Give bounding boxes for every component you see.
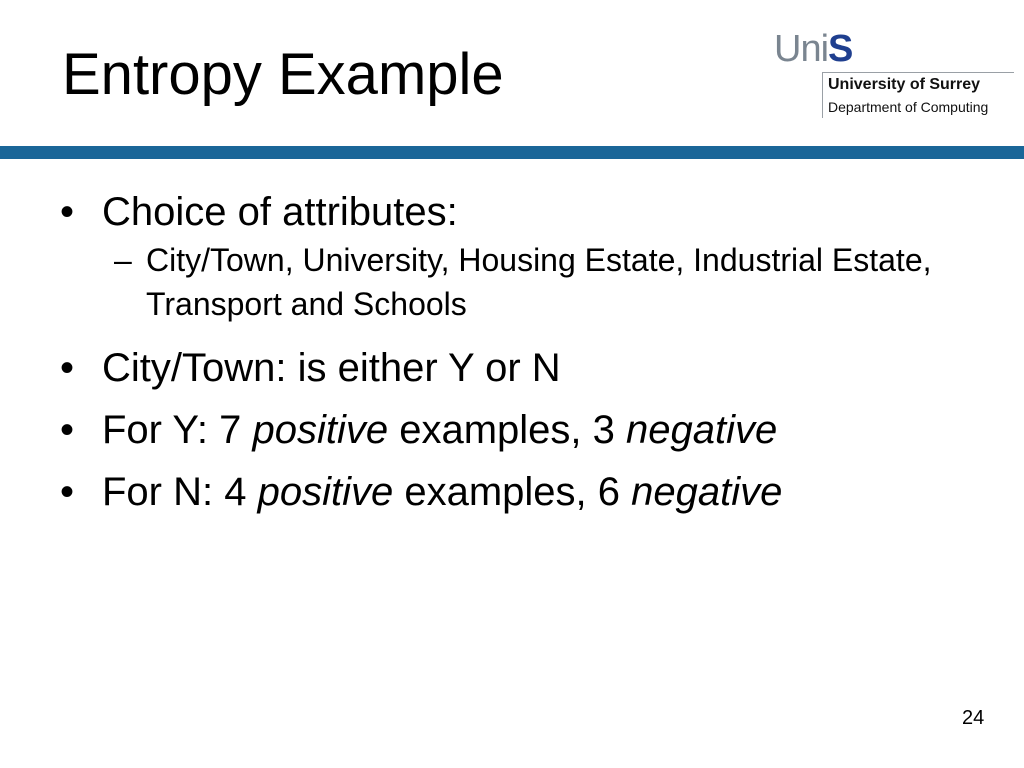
bullet-emphasis-negative: negative (626, 408, 778, 452)
bullet-glyph: • (60, 408, 75, 452)
sub-bullet-item (60, 238, 990, 326)
bullet-emphasis-positive: positive (257, 470, 394, 514)
logo-department-name: Department of Computing (828, 99, 989, 115)
bullet-item (60, 342, 990, 394)
university-logo (774, 28, 1019, 123)
bullet-item (60, 186, 990, 238)
unis-logo-mark (774, 28, 852, 70)
slide-body (60, 186, 990, 518)
bullet-text: City/Town: is either Y or N (102, 346, 561, 390)
bullet-item (60, 404, 990, 456)
bullet-emphasis-positive: positive (252, 408, 389, 452)
bullet-glyph: • (60, 190, 75, 234)
bullet-emphasis-negative: negative (631, 470, 783, 514)
slide-title: Entropy Example (62, 42, 504, 107)
logo-divider-horizontal (822, 72, 1014, 73)
bullet-glyph: • (60, 470, 75, 514)
bullet-lead: For Y: 7 (102, 408, 242, 452)
sub-bullet-glyph: – (114, 242, 132, 278)
bullet-text: Choice of attributes: (102, 190, 458, 234)
bullet-glyph: • (60, 346, 75, 390)
sub-bullet-text: City/Town, University, Housing Estate, Industrial Estate, Transport and Schools (146, 242, 932, 322)
bullet-middle: examples, 6 (404, 470, 621, 514)
bullet-item (60, 466, 990, 518)
logo-mark-s: S (828, 28, 853, 70)
logo-university-name: University of Surrey (828, 76, 981, 93)
bullet-lead: For N: 4 (102, 470, 247, 514)
header-band (0, 146, 1024, 159)
page-number: 24 (962, 707, 985, 729)
logo-divider-vertical (822, 72, 823, 118)
bullet-middle: examples, 3 (399, 408, 615, 452)
logo-mark-uni: Uni (774, 28, 829, 70)
